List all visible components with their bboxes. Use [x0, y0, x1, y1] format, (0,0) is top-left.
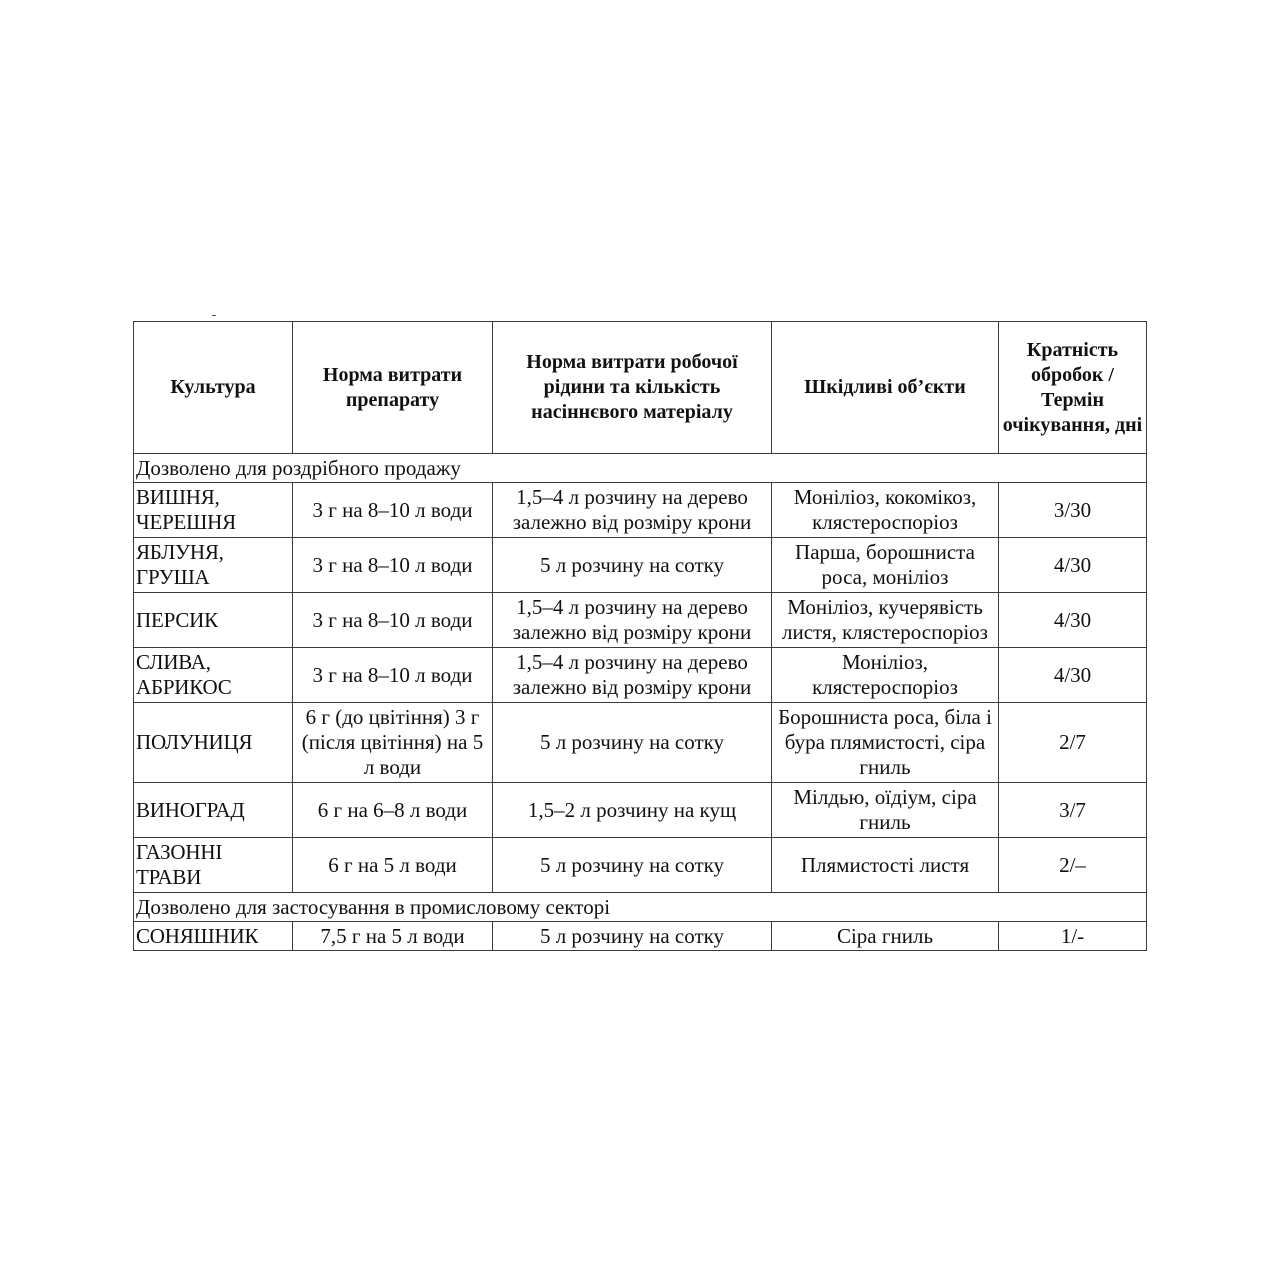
table-row: [134, 838, 1147, 893]
cell-treatments: 4/30: [999, 538, 1147, 593]
cell-liquid-rate: 1,5–4 л розчину на дерево залежно від розміру крони: [493, 483, 772, 538]
section-row-industrial: [134, 893, 1147, 922]
header-crop: Культура: [134, 322, 293, 454]
cell-liquid-rate: 5 л розчину на сотку: [493, 703, 772, 783]
header-harmful-objects: Шкідливі об’єкти: [772, 322, 999, 454]
cell-crop: ЯБЛУНЯ, ГРУША: [134, 538, 293, 593]
section-row-retail: [134, 454, 1147, 483]
section-title: Дозволено для роздрібного продажу: [134, 454, 1147, 483]
cell-treatments: 2/7: [999, 703, 1147, 783]
cell-product-rate: 3 г на 8–10 л води: [293, 538, 493, 593]
table-header-row: [134, 322, 1147, 454]
table-row: [134, 703, 1147, 783]
cell-harmful-objects: Сіра гниль: [772, 922, 999, 951]
cell-liquid-rate: 1,5–2 л розчину на кущ: [493, 783, 772, 838]
cell-liquid-rate: 1,5–4 л розчину на дерево залежно від розміру крони: [493, 593, 772, 648]
table-row: [134, 922, 1147, 951]
header-product-rate: Норма витрати препарату: [293, 322, 493, 454]
cell-product-rate: 3 г на 8–10 л води: [293, 593, 493, 648]
cell-crop: ВИНОГРАД: [134, 783, 293, 838]
cell-treatments: 2/–: [999, 838, 1147, 893]
cell-product-rate: 7,5 г на 5 л води: [293, 922, 493, 951]
cell-harmful-objects: Мілдью, оїдіум, сіра гниль: [772, 783, 999, 838]
header-liquid-rate: Норма витрати робочої рідини та кількість насіннєвого матеріалу: [493, 322, 772, 454]
header-treatments-waiting: Кратність обробок / Термін очікування, дні: [999, 322, 1147, 454]
cell-treatments: 3/7: [999, 783, 1147, 838]
cell-harmful-objects: Моніліоз, кокомікоз, клястероспоріоз: [772, 483, 999, 538]
cell-crop: СЛИВА, АБРИКОС: [134, 648, 293, 703]
cell-crop: ПОЛУНИЦЯ: [134, 703, 293, 783]
cell-crop: ВИШНЯ, ЧЕРЕШНЯ: [134, 483, 293, 538]
cell-product-rate: 3 г на 8–10 л води: [293, 648, 493, 703]
scan-mark: [212, 312, 216, 316]
cell-treatments: 1/-: [999, 922, 1147, 951]
cell-product-rate: 6 г на 5 л води: [293, 838, 493, 893]
cell-crop: ГАЗОННІ ТРАВИ: [134, 838, 293, 893]
table-row: [134, 538, 1147, 593]
cell-treatments: 4/30: [999, 593, 1147, 648]
cell-harmful-objects: Плямистості листя: [772, 838, 999, 893]
cell-liquid-rate: 1,5–4 л розчину на дерево залежно від розміру крони: [493, 648, 772, 703]
table-row: [134, 648, 1147, 703]
cell-harmful-objects: Парша, борошниста роса, моніліоз: [772, 538, 999, 593]
cell-product-rate: 3 г на 8–10 л води: [293, 483, 493, 538]
table-row: [134, 593, 1147, 648]
cell-crop: ПЕРСИК: [134, 593, 293, 648]
cell-crop: СОНЯШНИК: [134, 922, 293, 951]
cell-harmful-objects: Моніліоз, клястероспоріоз: [772, 648, 999, 703]
cell-liquid-rate: 5 л розчину на сотку: [493, 922, 772, 951]
cell-liquid-rate: 5 л розчину на сотку: [493, 838, 772, 893]
cell-treatments: 3/30: [999, 483, 1147, 538]
cell-harmful-objects: Моніліоз, кучерявість листя, клястероспоріоз: [772, 593, 999, 648]
table-row: [134, 783, 1147, 838]
regulation-table: [133, 321, 1147, 951]
cell-treatments: 4/30: [999, 648, 1147, 703]
table-row: [134, 483, 1147, 538]
cell-product-rate: 6 г на 6–8 л води: [293, 783, 493, 838]
section-title: Дозволено для застосування в промисловому секторі: [134, 893, 1147, 922]
cell-harmful-objects: Борошниста роса, біла і бура плямистості, сіра гниль: [772, 703, 999, 783]
cell-product-rate: 6 г (до цвітіння) 3 г (після цвітіння) на 5 л води: [293, 703, 493, 783]
cell-liquid-rate: 5 л розчину на сотку: [493, 538, 772, 593]
